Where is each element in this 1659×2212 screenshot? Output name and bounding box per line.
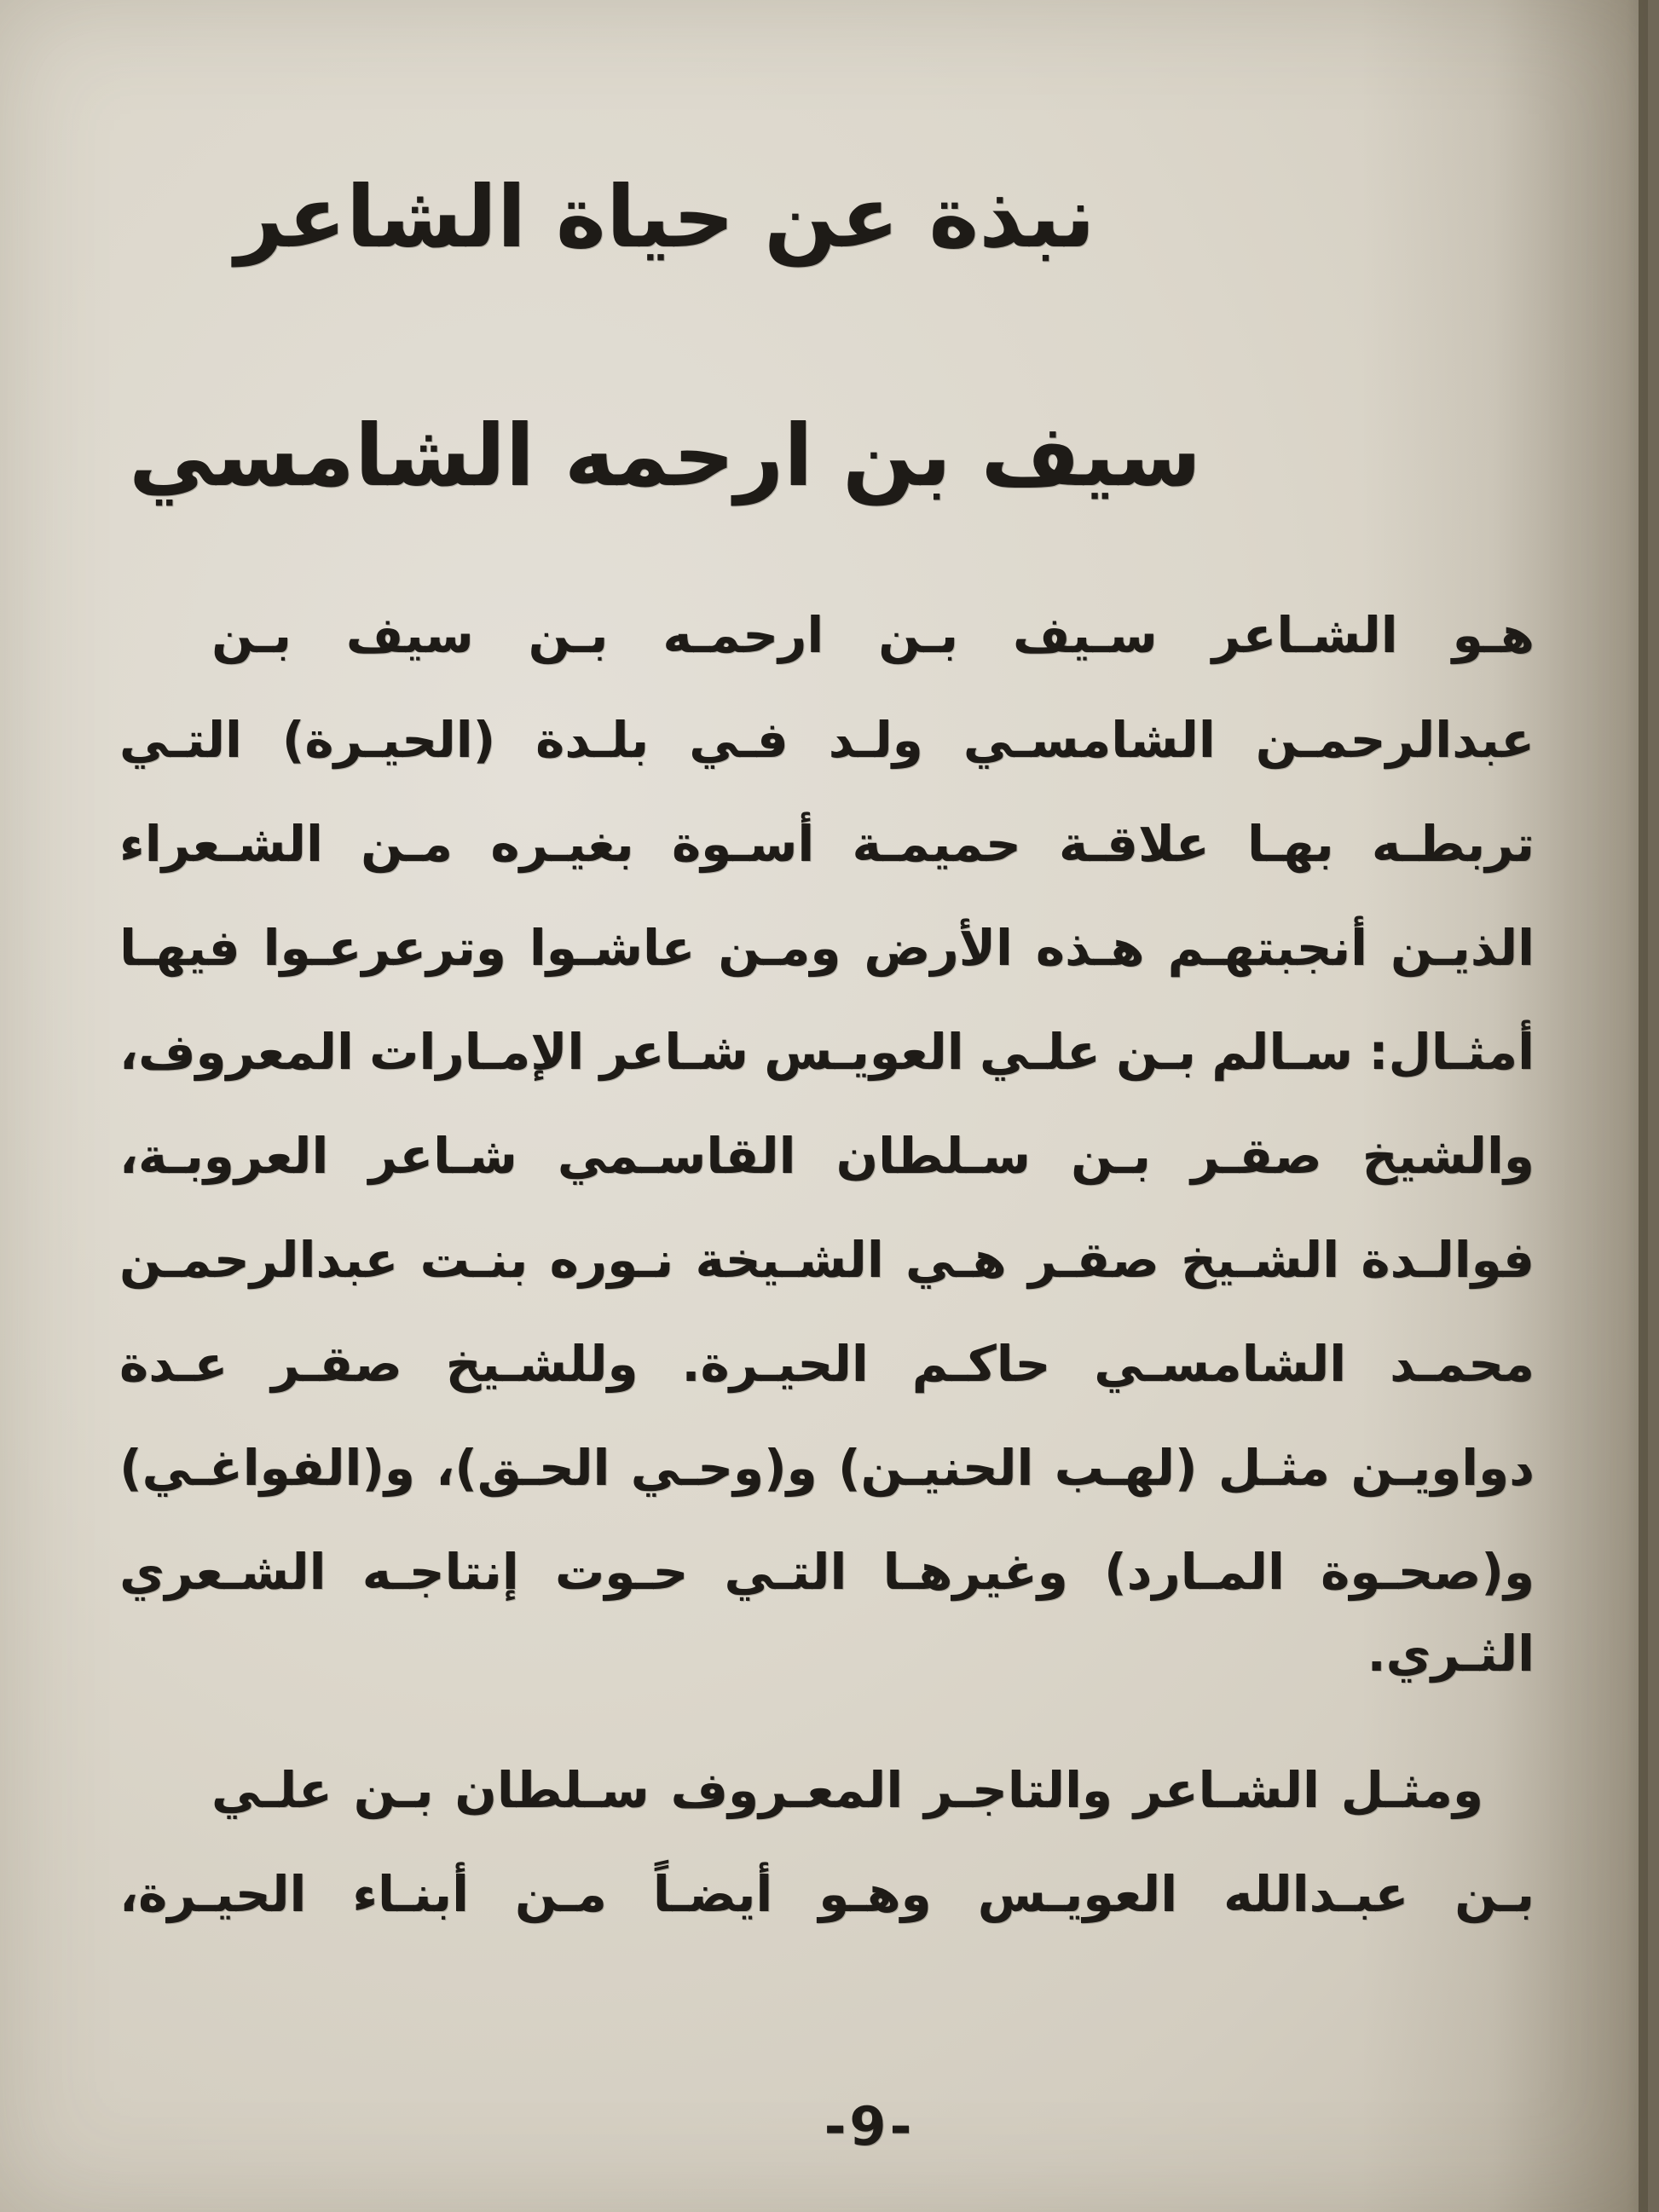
book-gutter-shadow: [1639, 0, 1648, 2212]
page-title-line1: نبذة عن حياة الشاعر: [234, 167, 1095, 267]
body-line: الذيـن أنجبتهـم هـذه الأرض ومـن عاشـوا وترعرعـوا فيهـا: [119, 919, 1535, 977]
body-line: فوالـدة الشـيخ صقـر هـي الشـيخة نـوره بنـت عبدالرحمـن: [119, 1231, 1535, 1289]
page-edge-shadow: [1648, 0, 1659, 2212]
body-line: عبدالرحمـن الشامسـي ولـد فـي بلـدة (الحيـرة) التـي: [119, 711, 1535, 769]
body-line: هـو الشـاعر سـيف بـن ارحمـه بـن سيف بـن: [211, 606, 1535, 664]
body-line: ومثـل الشـاعر والتاجـر المعـروف سـلطان بـن علـي: [211, 1761, 1483, 1819]
body-line: بـن عبـدالله العويـس وهـو أيضـاً مـن أبنـاء الحيـرة،: [119, 1865, 1535, 1923]
body-line: محمـد الشامسـي حاكـم الحيـرة. وللشـيخ صقـر عـدة: [119, 1335, 1535, 1393]
body-line: الثـري.: [1367, 1625, 1535, 1683]
body-line: تربطـه بهـا علاقـة حميمـة أسـوة بغيـره مـن الشـعراء: [119, 815, 1535, 873]
page-title-line2: سيف بن ارحمه الشامسي: [129, 406, 1201, 505]
body-line: والشيخ صقـر بـن سـلطان القاسـمي شـاعر العروبـة،: [119, 1127, 1535, 1185]
body-line: و(صحـوة المـارد) وغيرهـا التـي حـوت إنتاجـه الشـعري: [119, 1543, 1535, 1601]
page-number: -9-: [824, 2095, 916, 2157]
body-line: دواويـن مثـل (لهـب الحنيـن) و(وحـي الحـق)، و(الفواغـي): [119, 1439, 1535, 1497]
body-line: أمثـال: سـالم بـن علـي العويـس شـاعر الإمـارات المعروف،: [119, 1023, 1535, 1081]
